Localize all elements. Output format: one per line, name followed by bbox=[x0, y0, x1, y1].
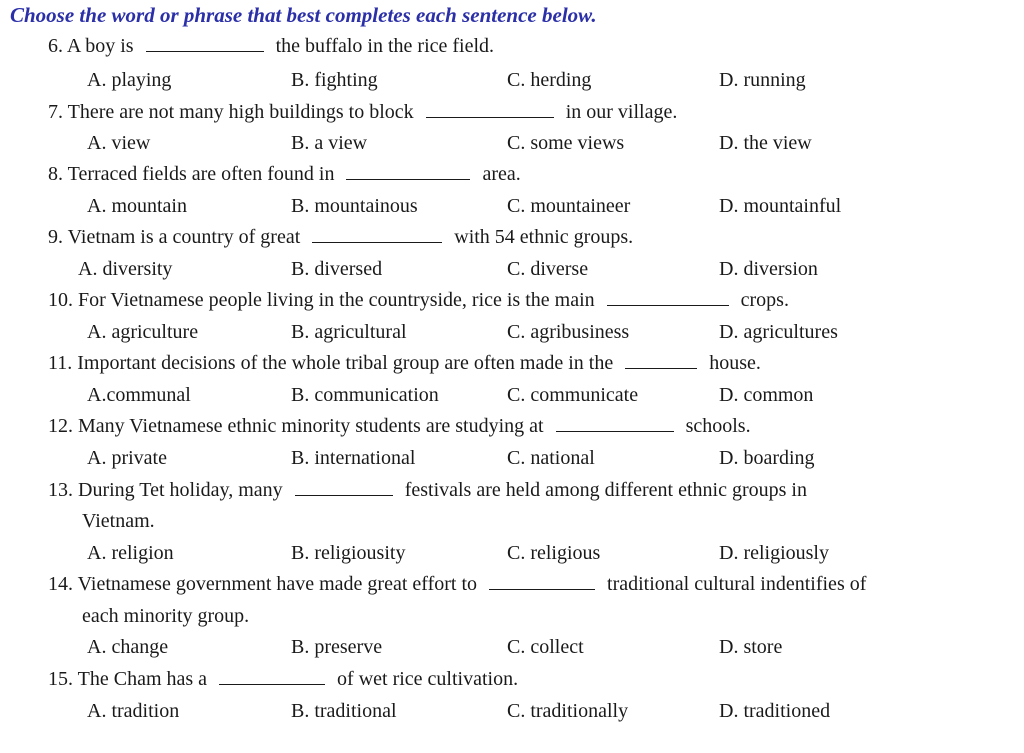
question-number: 6. bbox=[48, 35, 63, 57]
answer-blank bbox=[426, 101, 554, 118]
option-c: C. communicate bbox=[507, 384, 639, 406]
option-a: A.communal bbox=[87, 384, 191, 406]
question-text-before: A boy is bbox=[66, 35, 134, 57]
question-number: 9. bbox=[48, 226, 63, 248]
option-b: B. international bbox=[291, 447, 416, 469]
option-c: C. agribusiness bbox=[507, 321, 630, 343]
option-d: D. traditioned bbox=[719, 700, 831, 722]
question-15 bbox=[48, 666, 518, 692]
option-a: A. tradition bbox=[87, 700, 180, 722]
option-d: D. agricultures bbox=[719, 321, 838, 343]
option-a: A. view bbox=[87, 132, 151, 154]
question-number: 12. bbox=[48, 415, 73, 437]
question-14 bbox=[48, 571, 866, 597]
question-11 bbox=[48, 350, 761, 376]
option-a: A. mountain bbox=[87, 195, 187, 217]
question-8 bbox=[48, 161, 521, 187]
question-text-before: Vietnamese government have made great effort to bbox=[77, 573, 478, 595]
option-c: C. diverse bbox=[507, 258, 589, 280]
answer-blank bbox=[556, 415, 674, 432]
question-number: 8. bbox=[48, 163, 63, 185]
question-text-before: Vietnam is a country of great bbox=[67, 226, 301, 248]
question-text-before: The Cham has a bbox=[77, 668, 208, 690]
question-13-continuation: Vietnam. bbox=[82, 510, 155, 532]
option-a: A. private bbox=[87, 447, 167, 469]
option-b: B. mountainous bbox=[291, 195, 418, 217]
option-d: D. religiously bbox=[719, 542, 829, 564]
answer-blank bbox=[489, 573, 595, 590]
option-b: B. preserve bbox=[291, 636, 383, 658]
option-c: C. national bbox=[507, 447, 595, 469]
question-text-after: in our village. bbox=[565, 101, 678, 123]
question-text-after: crops. bbox=[740, 289, 789, 311]
question-number: 7. bbox=[48, 101, 63, 123]
question-13 bbox=[48, 477, 807, 503]
question-text-before: Terraced fields are often found in bbox=[67, 163, 335, 185]
answer-blank bbox=[312, 226, 442, 243]
question-text-before: During Tet holiday, many bbox=[78, 479, 283, 501]
question-number: 10. bbox=[48, 289, 73, 311]
option-b: B. agricultural bbox=[291, 321, 407, 343]
option-d: D. mountainful bbox=[719, 195, 842, 217]
option-b: B. diversed bbox=[291, 258, 383, 280]
option-c: C. religious bbox=[507, 542, 601, 564]
question-12 bbox=[48, 413, 751, 439]
option-d: D. common bbox=[719, 384, 814, 406]
question-10 bbox=[48, 287, 789, 313]
option-a: A. diversity bbox=[78, 258, 173, 280]
answer-blank bbox=[346, 163, 470, 180]
option-c: C. collect bbox=[507, 636, 584, 658]
answer-blank bbox=[219, 668, 325, 685]
option-d: D. boarding bbox=[719, 447, 815, 469]
option-a: A. playing bbox=[87, 69, 172, 91]
option-b: B. fighting bbox=[291, 69, 378, 91]
question-number: 15. bbox=[48, 668, 73, 690]
question-7 bbox=[48, 99, 677, 125]
option-b: B. traditional bbox=[291, 700, 397, 722]
option-c: C. some views bbox=[507, 132, 625, 154]
question-9 bbox=[48, 224, 633, 250]
option-d: D. diversion bbox=[719, 258, 818, 280]
question-number: 11. bbox=[48, 352, 73, 374]
option-a: A. religion bbox=[87, 542, 174, 564]
answer-blank bbox=[295, 479, 393, 496]
option-b: B. a view bbox=[291, 132, 368, 154]
question-14-continuation: each minority group. bbox=[82, 605, 250, 627]
option-a: A. agriculture bbox=[87, 321, 199, 343]
option-d: D. running bbox=[719, 69, 806, 91]
instruction-heading: Choose the word or phrase that best completes each sentence below. bbox=[10, 3, 597, 27]
question-text-after: with 54 ethnic groups. bbox=[454, 226, 634, 248]
option-c: C. herding bbox=[507, 69, 592, 91]
question-text-after: of wet rice cultivation. bbox=[337, 668, 519, 690]
question-text-after: traditional cultural indentifies of bbox=[607, 573, 867, 595]
answer-blank bbox=[607, 289, 729, 306]
question-number: 13. bbox=[48, 479, 73, 501]
option-a: A. change bbox=[87, 636, 169, 658]
answer-blank bbox=[146, 35, 264, 52]
question-text-before: Important decisions of the whole tribal group are often made in the bbox=[77, 352, 614, 374]
question-text-before: There are not many high buildings to block bbox=[67, 101, 414, 123]
question-text-after: house. bbox=[709, 352, 761, 374]
option-b: B. communication bbox=[291, 384, 439, 406]
option-c: C. mountaineer bbox=[507, 195, 631, 217]
option-d: D. the view bbox=[719, 132, 812, 154]
option-b: B. religiousity bbox=[291, 542, 406, 564]
option-d: D. store bbox=[719, 636, 783, 658]
question-number: 14. bbox=[48, 573, 73, 595]
answer-blank bbox=[625, 352, 697, 369]
option-c: C. traditionally bbox=[507, 700, 629, 722]
question-text-before: For Vietnamese people living in the countryside, rice is the main bbox=[78, 289, 595, 311]
question-text-before: Many Vietnamese ethnic minority students are studying at bbox=[78, 415, 544, 437]
question-text-after: the buffalo in the rice field. bbox=[275, 35, 495, 57]
question-6 bbox=[48, 33, 494, 59]
question-text-after: schools. bbox=[685, 415, 751, 437]
question-text-after: festivals are held among different ethnic groups in bbox=[404, 479, 807, 501]
question-text-after: area. bbox=[482, 163, 521, 185]
